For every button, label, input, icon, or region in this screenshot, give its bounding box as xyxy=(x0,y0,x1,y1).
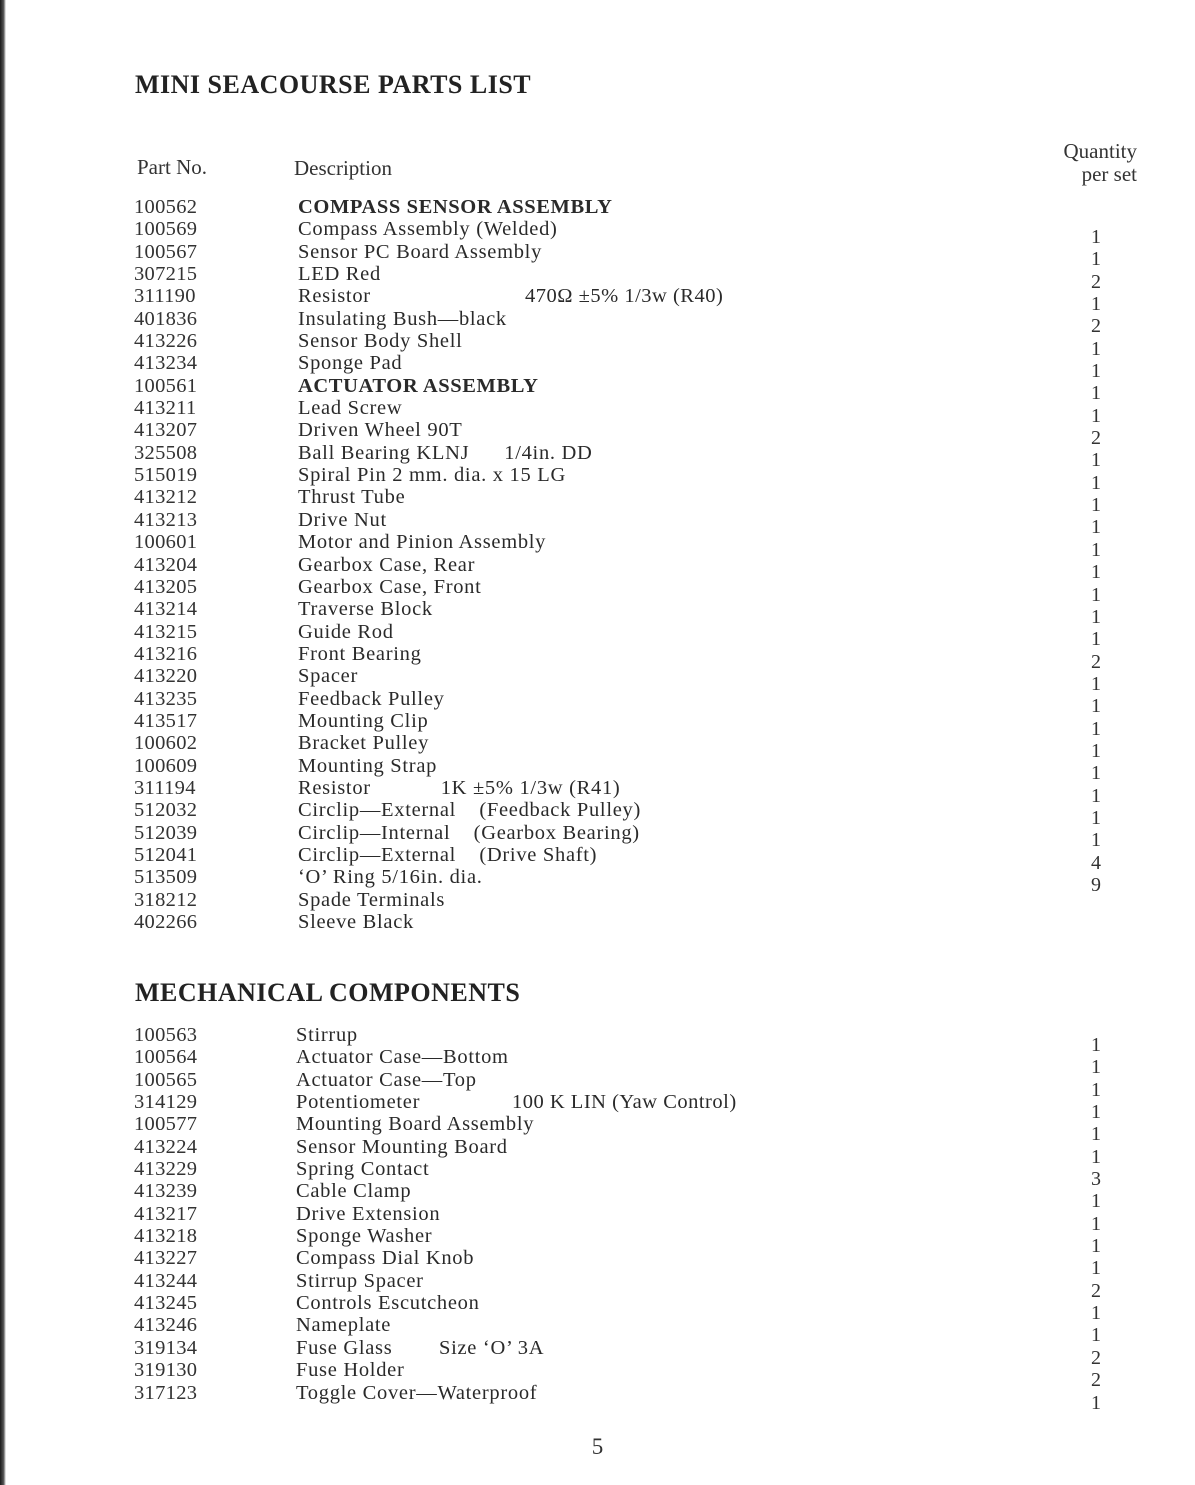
part-description: Thrust Tube xyxy=(298,486,406,509)
part-number: 402266 xyxy=(134,911,198,933)
table-row xyxy=(0,621,1195,643)
quantity-value: 1 xyxy=(1091,538,1101,561)
part-description: Lead Screw xyxy=(298,397,403,420)
quantity-value: 1 xyxy=(1091,449,1101,472)
quantity-value: 4 xyxy=(1091,851,1101,874)
table-row xyxy=(0,241,1195,263)
part-description: Potentiometer xyxy=(296,1091,421,1114)
part-description: Feedback Pulley xyxy=(298,687,445,710)
part-description: Cable Clamp xyxy=(296,1180,412,1203)
part-description: Spade Terminals xyxy=(298,888,446,911)
table-row xyxy=(0,1382,1195,1404)
table-row xyxy=(0,1180,1195,1202)
table-row xyxy=(0,688,1195,710)
part-description: Actuator Case—Top xyxy=(296,1068,477,1091)
quantity-value: 1 xyxy=(1091,1235,1101,1258)
part-description: Mounting Board Assembly xyxy=(296,1113,535,1136)
part-number: 413239 xyxy=(134,1180,198,1203)
part-number: 318212 xyxy=(134,888,198,911)
part-number: 413205 xyxy=(134,575,198,598)
part-number: 413227 xyxy=(134,1247,198,1270)
part-number: 317123 xyxy=(134,1381,198,1404)
quantity-value: 1 xyxy=(1091,382,1101,405)
table-row xyxy=(0,554,1195,576)
part-description: Motor and Pinion Assembly xyxy=(298,531,547,554)
quantity-value: 1 xyxy=(1091,516,1101,539)
quantity-value: 1 xyxy=(1091,1391,1101,1414)
quantity-value: 1 xyxy=(1091,806,1101,829)
quantity-value: 1 xyxy=(1091,1190,1101,1213)
quantity-value: 1 xyxy=(1091,628,1101,651)
table-row xyxy=(0,218,1195,240)
part-number: 413517 xyxy=(134,709,198,732)
part-number: 413235 xyxy=(134,687,198,710)
mechanical-list xyxy=(0,1024,1195,1404)
part-number: 314129 xyxy=(134,1091,198,1114)
quantity-value: 3 xyxy=(1091,1168,1101,1191)
table-row xyxy=(0,352,1195,374)
part-description: Gearbox Case, Rear xyxy=(298,553,476,576)
part-description: Bracket Pulley xyxy=(298,732,430,755)
quantity-value: 1 xyxy=(1091,404,1101,427)
part-description: Nameplate xyxy=(296,1314,392,1337)
part-number: 100601 xyxy=(134,531,198,554)
table-row xyxy=(0,397,1195,419)
quantity-value: 2 xyxy=(1091,315,1101,338)
part-number: 515019 xyxy=(134,464,198,487)
part-number: 413226 xyxy=(134,330,198,353)
quantity-value: 2 xyxy=(1091,427,1101,450)
quantity-value: 1 xyxy=(1091,471,1101,494)
parts-quantity-column xyxy=(1081,226,1111,896)
quantity-value: 9 xyxy=(1091,873,1101,896)
part-description: ACTUATOR ASSEMBLY xyxy=(298,374,539,397)
part-number: 100563 xyxy=(134,1024,198,1046)
part-description: Resistor 1K ±5% 1/3w (R41) xyxy=(298,776,621,799)
table-row xyxy=(0,755,1195,777)
table-row xyxy=(0,1024,1195,1046)
table-row xyxy=(0,576,1195,598)
part-description: Front Bearing xyxy=(298,642,422,665)
part-description: Spring Contact xyxy=(296,1158,430,1181)
table-row xyxy=(0,665,1195,687)
part-number: 413217 xyxy=(134,1202,198,1225)
quantity-value: 1 xyxy=(1091,1056,1101,1079)
part-description: Sensor Mounting Board xyxy=(296,1135,508,1158)
table-row xyxy=(0,1158,1195,1180)
table-row xyxy=(0,822,1195,844)
quantity-value: 1 xyxy=(1091,561,1101,584)
part-number: 100561 xyxy=(134,374,198,397)
part-description: Circlip—External (Drive Shaft) xyxy=(298,843,598,866)
part-description: Resistor xyxy=(298,285,371,308)
quantity-value: 2 xyxy=(1091,1346,1101,1369)
part-description: Gearbox Case, Front xyxy=(298,575,482,598)
table-row xyxy=(0,375,1195,397)
part-description: Stirrup Spacer xyxy=(296,1269,424,1292)
quantity-value: 1 xyxy=(1091,293,1101,316)
table-row xyxy=(0,777,1195,799)
quantity-value: 1 xyxy=(1091,337,1101,360)
table-row xyxy=(0,643,1195,665)
table-row xyxy=(0,531,1195,553)
part-spec: 100 K LIN (Yaw Control) xyxy=(512,1091,737,1114)
part-number: 100564 xyxy=(134,1046,198,1069)
part-number: 100565 xyxy=(134,1068,198,1091)
header-quantity-line1: Quantity xyxy=(1063,139,1137,163)
part-description: Spacer xyxy=(298,665,358,688)
quantity-value: 1 xyxy=(1091,784,1101,807)
quantity-value: 1 xyxy=(1091,1034,1101,1056)
table-row xyxy=(0,732,1195,754)
table-row xyxy=(0,799,1195,821)
part-number: 512041 xyxy=(134,843,198,866)
part-number: 319134 xyxy=(134,1336,198,1359)
part-number: 413214 xyxy=(134,598,198,621)
table-row xyxy=(0,889,1195,911)
table-row xyxy=(0,1091,1195,1113)
table-row xyxy=(0,509,1195,531)
header-quantity-line2: per set xyxy=(1081,162,1137,186)
table-row xyxy=(0,1069,1195,1091)
quantity-value: 1 xyxy=(1091,1145,1101,1168)
quantity-value: 1 xyxy=(1091,829,1101,852)
table-row xyxy=(0,263,1195,285)
part-description: Fuse Holder xyxy=(296,1359,405,1382)
part-number: 413245 xyxy=(134,1292,198,1315)
quantity-value: 1 xyxy=(1091,248,1101,271)
part-description: Toggle Cover—Waterproof xyxy=(296,1381,538,1404)
table-row xyxy=(0,1359,1195,1381)
parts-list xyxy=(0,196,1195,933)
part-number: 512032 xyxy=(134,799,198,822)
part-description: Drive Extension xyxy=(296,1202,441,1225)
part-description: Circlip—External (Feedback Pulley) xyxy=(298,799,641,822)
quantity-value: 1 xyxy=(1091,717,1101,740)
quantity-value: 1 xyxy=(1091,226,1101,248)
table-row xyxy=(0,1046,1195,1068)
quantity-value: 1 xyxy=(1091,494,1101,517)
part-number: 413207 xyxy=(134,419,198,442)
table-row xyxy=(0,464,1195,486)
part-description: Insulating Bush—black xyxy=(298,307,507,330)
part-number: 413218 xyxy=(134,1225,198,1248)
table-row xyxy=(0,866,1195,888)
part-number: 311194 xyxy=(134,776,196,799)
part-description: Ball Bearing KLNJ 1/4in. DD xyxy=(298,441,593,464)
part-description: Sensor PC Board Assembly xyxy=(298,240,543,263)
part-number: 100609 xyxy=(134,754,198,777)
part-number: 413213 xyxy=(134,508,198,531)
part-description: Guide Rod xyxy=(298,620,394,643)
part-number: 319130 xyxy=(134,1359,198,1382)
part-number: 413229 xyxy=(134,1158,198,1181)
part-number: 413244 xyxy=(134,1269,198,1292)
part-number: 100567 xyxy=(134,240,198,263)
page-number: 5 xyxy=(591,1434,604,1459)
table-row xyxy=(0,308,1195,330)
table-row xyxy=(0,1247,1195,1269)
part-description: Sensor Body Shell xyxy=(298,330,463,353)
part-description: ‘O’ Ring 5/16in. dia. xyxy=(298,866,483,889)
part-number: 413216 xyxy=(134,642,198,665)
part-number: 513509 xyxy=(134,866,198,889)
table-row xyxy=(0,330,1195,352)
part-description: Sleeve Black xyxy=(298,911,414,933)
part-description: Stirrup xyxy=(296,1024,358,1046)
part-description: Sponge Washer xyxy=(296,1225,433,1248)
table-row xyxy=(0,285,1195,307)
header-part-no: Part No. xyxy=(137,155,207,179)
header-quantity xyxy=(1064,140,1138,186)
quantity-value: 1 xyxy=(1091,672,1101,695)
quantity-value: 2 xyxy=(1091,270,1101,293)
table-row xyxy=(0,844,1195,866)
quantity-value: 2 xyxy=(1091,1279,1101,1302)
part-number: 307215 xyxy=(134,263,198,286)
quantity-value: 1 xyxy=(1091,1257,1101,1280)
part-description: Actuator Case—Bottom xyxy=(296,1046,509,1069)
table-row xyxy=(0,442,1195,464)
part-number: 413211 xyxy=(134,397,197,420)
part-description: COMPASS SENSOR ASSEMBLY xyxy=(298,196,613,218)
part-description: Compass Assembly (Welded) xyxy=(298,218,558,241)
quantity-value: 1 xyxy=(1091,1078,1101,1101)
table-row xyxy=(0,1270,1195,1292)
table-row xyxy=(0,1292,1195,1314)
part-number: 413220 xyxy=(134,665,198,688)
table-row xyxy=(0,911,1195,933)
part-description: LED Red xyxy=(298,263,381,286)
part-description: Spiral Pin 2 mm. dia. x 15 LG xyxy=(298,464,567,487)
part-spec: 470Ω ±5% 1/3w (R40) xyxy=(525,285,724,308)
quantity-value: 1 xyxy=(1091,360,1101,383)
quantity-value: 1 xyxy=(1091,605,1101,628)
table-row xyxy=(0,196,1195,218)
part-number: 413204 xyxy=(134,553,198,576)
part-number: 413246 xyxy=(134,1314,198,1337)
header-description: Description xyxy=(294,156,392,180)
mechanical-section-title: MECHANICAL COMPONENTS xyxy=(135,978,521,1007)
table-row xyxy=(0,419,1195,441)
part-number: 311190 xyxy=(134,285,196,308)
part-number: 100577 xyxy=(134,1113,198,1136)
part-number: 413224 xyxy=(134,1135,198,1158)
part-description: Fuse Glass Size ‘O’ 3A xyxy=(296,1336,545,1359)
table-row xyxy=(0,710,1195,732)
table-row xyxy=(0,1113,1195,1135)
quantity-value: 1 xyxy=(1091,1101,1101,1124)
quantity-value: 1 xyxy=(1091,1212,1101,1235)
page-title: MINI SEACOURSE PARTS LIST xyxy=(135,70,532,99)
quantity-value: 1 xyxy=(1091,1123,1101,1146)
part-description: Mounting Clip xyxy=(298,709,429,732)
part-description: Circlip—Internal (Gearbox Bearing) xyxy=(298,821,640,844)
quantity-value: 1 xyxy=(1091,739,1101,762)
part-number: 100562 xyxy=(134,196,198,218)
part-number: 413234 xyxy=(134,352,198,375)
part-description: Traverse Block xyxy=(298,598,433,621)
table-row xyxy=(0,1136,1195,1158)
part-number: 100602 xyxy=(134,732,198,755)
quantity-value: 1 xyxy=(1091,762,1101,785)
table-row xyxy=(0,1203,1195,1225)
table-row xyxy=(0,486,1195,508)
part-description: Drive Nut xyxy=(298,508,387,531)
quantity-value: 1 xyxy=(1091,1302,1101,1325)
part-description: Compass Dial Knob xyxy=(296,1247,475,1270)
part-number: 100569 xyxy=(134,218,198,241)
table-row xyxy=(0,598,1195,620)
part-number: 413212 xyxy=(134,486,198,509)
part-number: 401836 xyxy=(134,307,198,330)
quantity-value: 2 xyxy=(1091,650,1101,673)
table-row xyxy=(0,1225,1195,1247)
table-row xyxy=(0,1314,1195,1336)
quantity-value: 1 xyxy=(1091,695,1101,718)
part-description: Mounting Strap xyxy=(298,754,438,777)
quantity-value: 2 xyxy=(1091,1369,1101,1392)
part-description: Driven Wheel 90T xyxy=(298,419,463,442)
quantity-value: 1 xyxy=(1091,583,1101,606)
table-row xyxy=(0,1337,1195,1359)
mechanical-quantity-column xyxy=(1081,1034,1111,1414)
part-description: Controls Escutcheon xyxy=(296,1292,480,1315)
quantity-value: 1 xyxy=(1091,1324,1101,1347)
part-description: Sponge Pad xyxy=(298,352,403,375)
part-number: 325508 xyxy=(134,441,198,464)
part-number: 413215 xyxy=(134,620,198,643)
part-number: 512039 xyxy=(134,821,198,844)
